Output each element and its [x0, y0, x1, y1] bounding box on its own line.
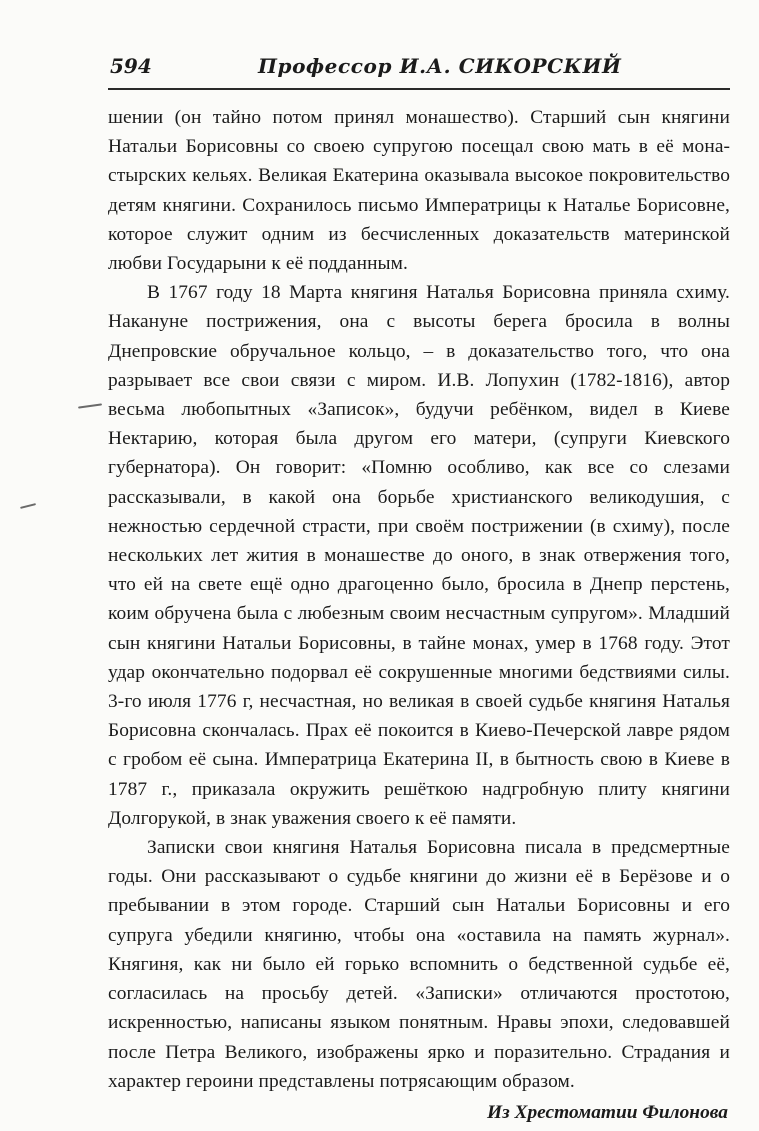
paragraph-continuation: шении (он тайно потом принял монашество). Старший сын княгини Натальи Борисовны со своею супругою посещал свою мать в её монастырских кельях. Великая Екатерина оказывала высокое покровительство детям княгини. Сохранилось письмо Императрицы к Наталье Борисовне, которое служит одним из бесчисленных доказательств материнской любви Государыни к её подданным. [108, 107, 730, 275]
page-number: 594 [110, 54, 152, 78]
running-head [108, 48, 730, 90]
body-text [108, 103, 730, 1096]
paragraph: В 1767 году 18 Марта княгиня Наталья Борисовна приняла схиму. Накануне пострижения, она с высоты берега бросила в волны Днепровские обручальное кольцо, – в доказательство того, что она разрывает все свои связи с миром. И.В. Лопухин (1782-1816), автор весьма любопытных «Записок», будучи ребёнком, видел в Киеве Нектарию, которая была другом его матери, (супруги Киевского губернатора). Он говорит: «Помню особливо, как все со слезами рассказывали, в какой она борьбе христианского великодушия, с нежностью сердечной страсти, при своём пострижении (в схиму), после нескольких лет жития в монашестве до оного, в знак отвержения того, что ей на свете ещё одно драгоценно было, бросила в Днепр перстень, коим обручена была с любезным своим несчастным супругом». Младший сын княгини Натальи Борисовны, в тайне монах, умер в 1768 году. Этот удар окончательно подорвал её сокрушенные многими бедствиями силы. 3-го июля 1776 г, несчастная, но великая в своей судьбе княгиня Наталья Борисовна скончалась. Прах её покоится в Киево-Печерской лавре рядом с гробом её сына. Императрица Екатерина II, в бытность свою в Киеве в 1787 г., приказала окружить решёткою надгробную плиту княгини Долгорукой, в знак уважения своего к её памяти. [108, 282, 730, 829]
book-page [108, 48, 730, 1127]
header-title: Профессор И.А. СИКОРСКИЙ [258, 54, 622, 78]
source-attribution: Из Хрестоматии Филонова [487, 1101, 728, 1123]
margin-pencil-mark [20, 503, 36, 508]
paragraph: Записки свои княгиня Наталья Борисовна писала в предсмертные годы. Они рассказывают о судьбе княгини до жизни её в Берёзове и о пребывании в этом городе. Старший сын Натальи Борисовны и его супруга убедили княгиню, чтобы она «оставила на память журнал». Княгиня, как ни было ей горько вспомнить о бедственной судьбе её, согласилась на просьбу детей. «Записки» отличаются простотою, искренностью, написаны языком понятным. Нравы эпохи, следовавшей после Петра Великого, изображены ярко и поразительно. Страдания и характер героини представлены потрясающим образом. [108, 837, 730, 1092]
margin-pencil-mark [78, 403, 102, 408]
